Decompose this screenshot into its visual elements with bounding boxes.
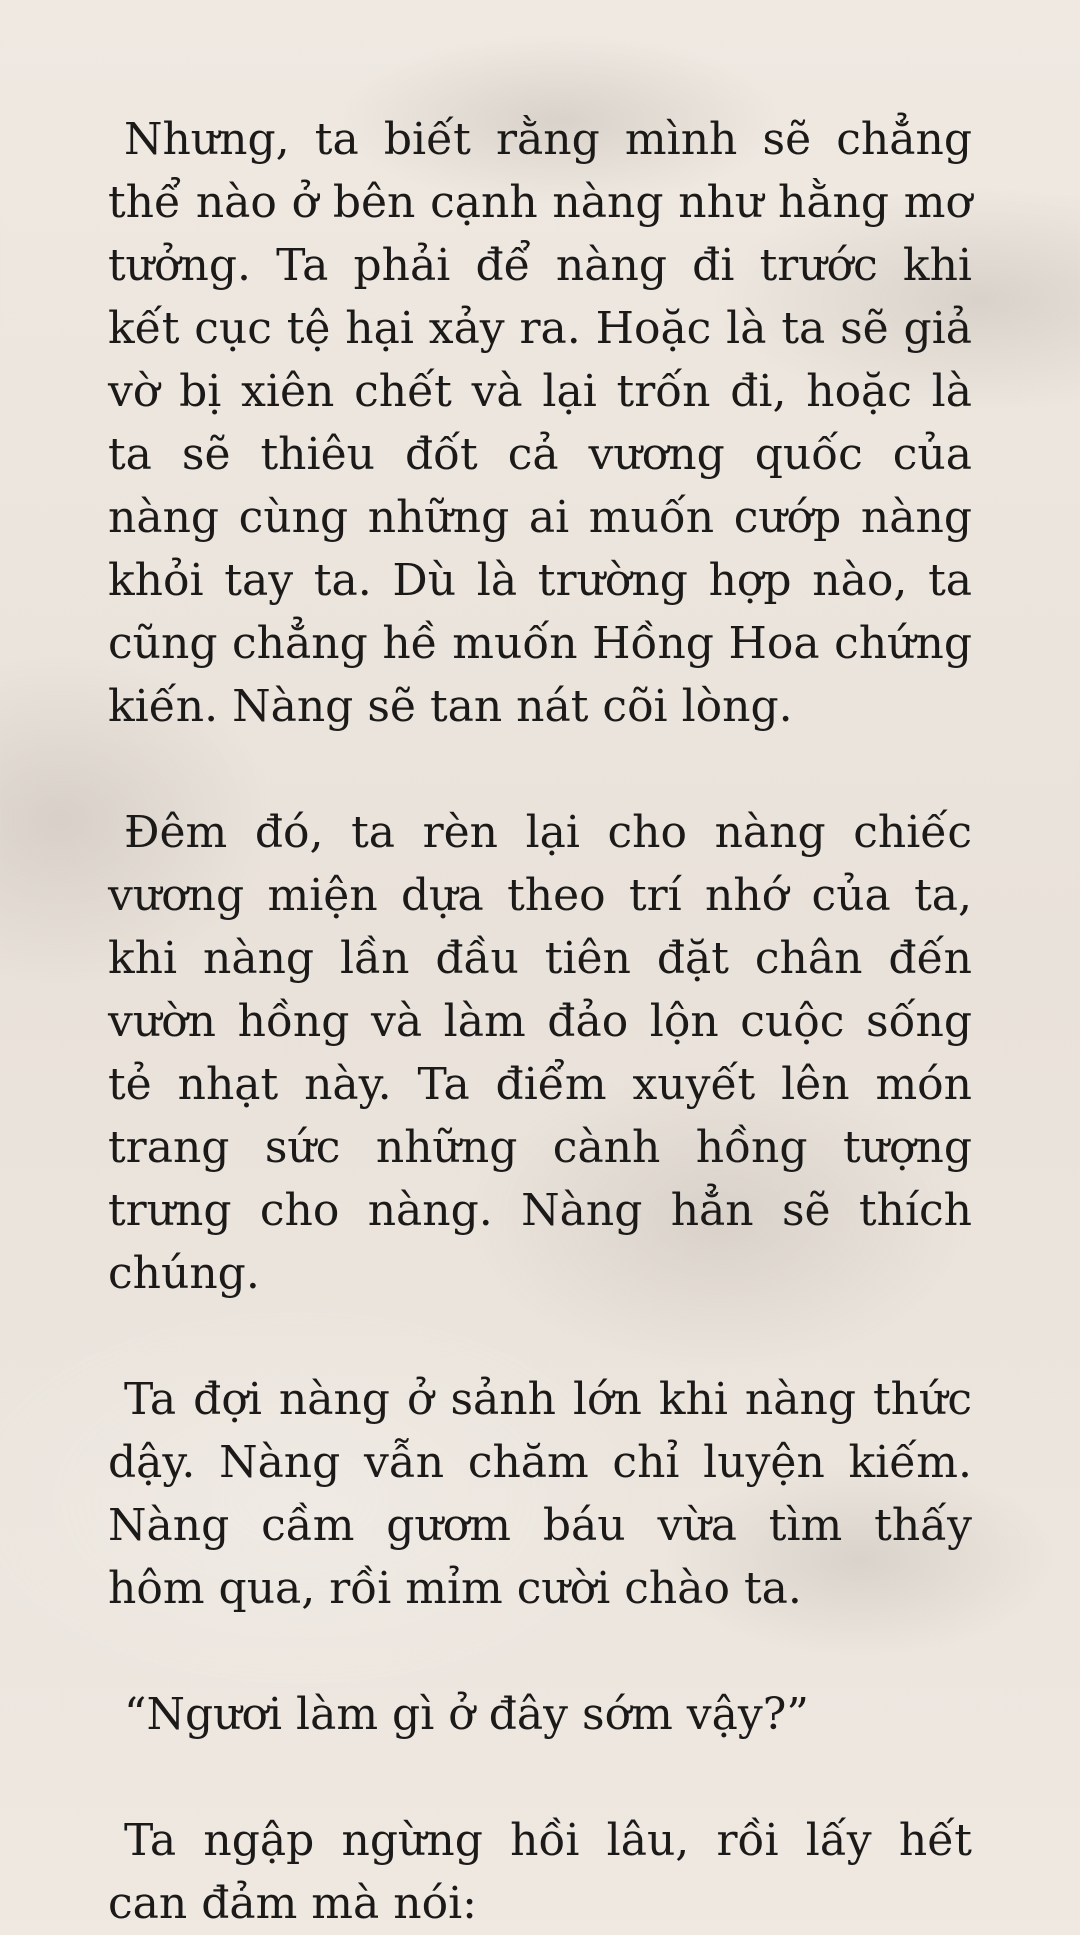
story-text [108,108,972,1935]
dialogue-line: “Ngươi làm gì ở đây sớm vậy?” [124,1689,809,1740]
paragraph-3: Ta đợi nàng ở sảnh lớn khi nàng thức dậy. Nàng vẫn chăm chỉ luyện kiếm. Nàng cầm gươm báu vừa tìm thấy hôm qua, rồi mỉm cười chào ta. [108,1374,972,1614]
paragraph-5: Ta ngập ngừng hồi lâu, rồi lấy hết can đảm mà nói: [108,1815,972,1929]
paragraph-1: Nhưng, ta biết rằng mình sẽ chẳng thể nào ở bên cạnh nàng như hằng mơ tưởng. Ta phải để nàng đi trước khi kết cục tệ hại xảy ra. Hoặc là ta sẽ giả vờ bị xiên chết và lại trốn đi, hoặc là ta sẽ thiêu đốt cả vương quốc của nàng cùng những ai muốn cướp nàng khỏi tay ta. Dù là trường hợp nào, ta cũng chẳng hề muốn Hồng Hoa chứng kiến. Nàng sẽ tan nát cõi lòng. [108,114,972,732]
paragraph-2: Đêm đó, ta rèn lại cho nàng chiếc vương miện dựa theo trí nhớ của ta, khi nàng lần đầu tiên đặt chân đến vườn hồng và làm đảo lộn cuộc sống tẻ nhạt này. Ta điểm xuyết lên món trang sức những cành hồng tượng trưng cho nàng. Nàng hẳn sẽ thích chúng. [108,807,972,1299]
